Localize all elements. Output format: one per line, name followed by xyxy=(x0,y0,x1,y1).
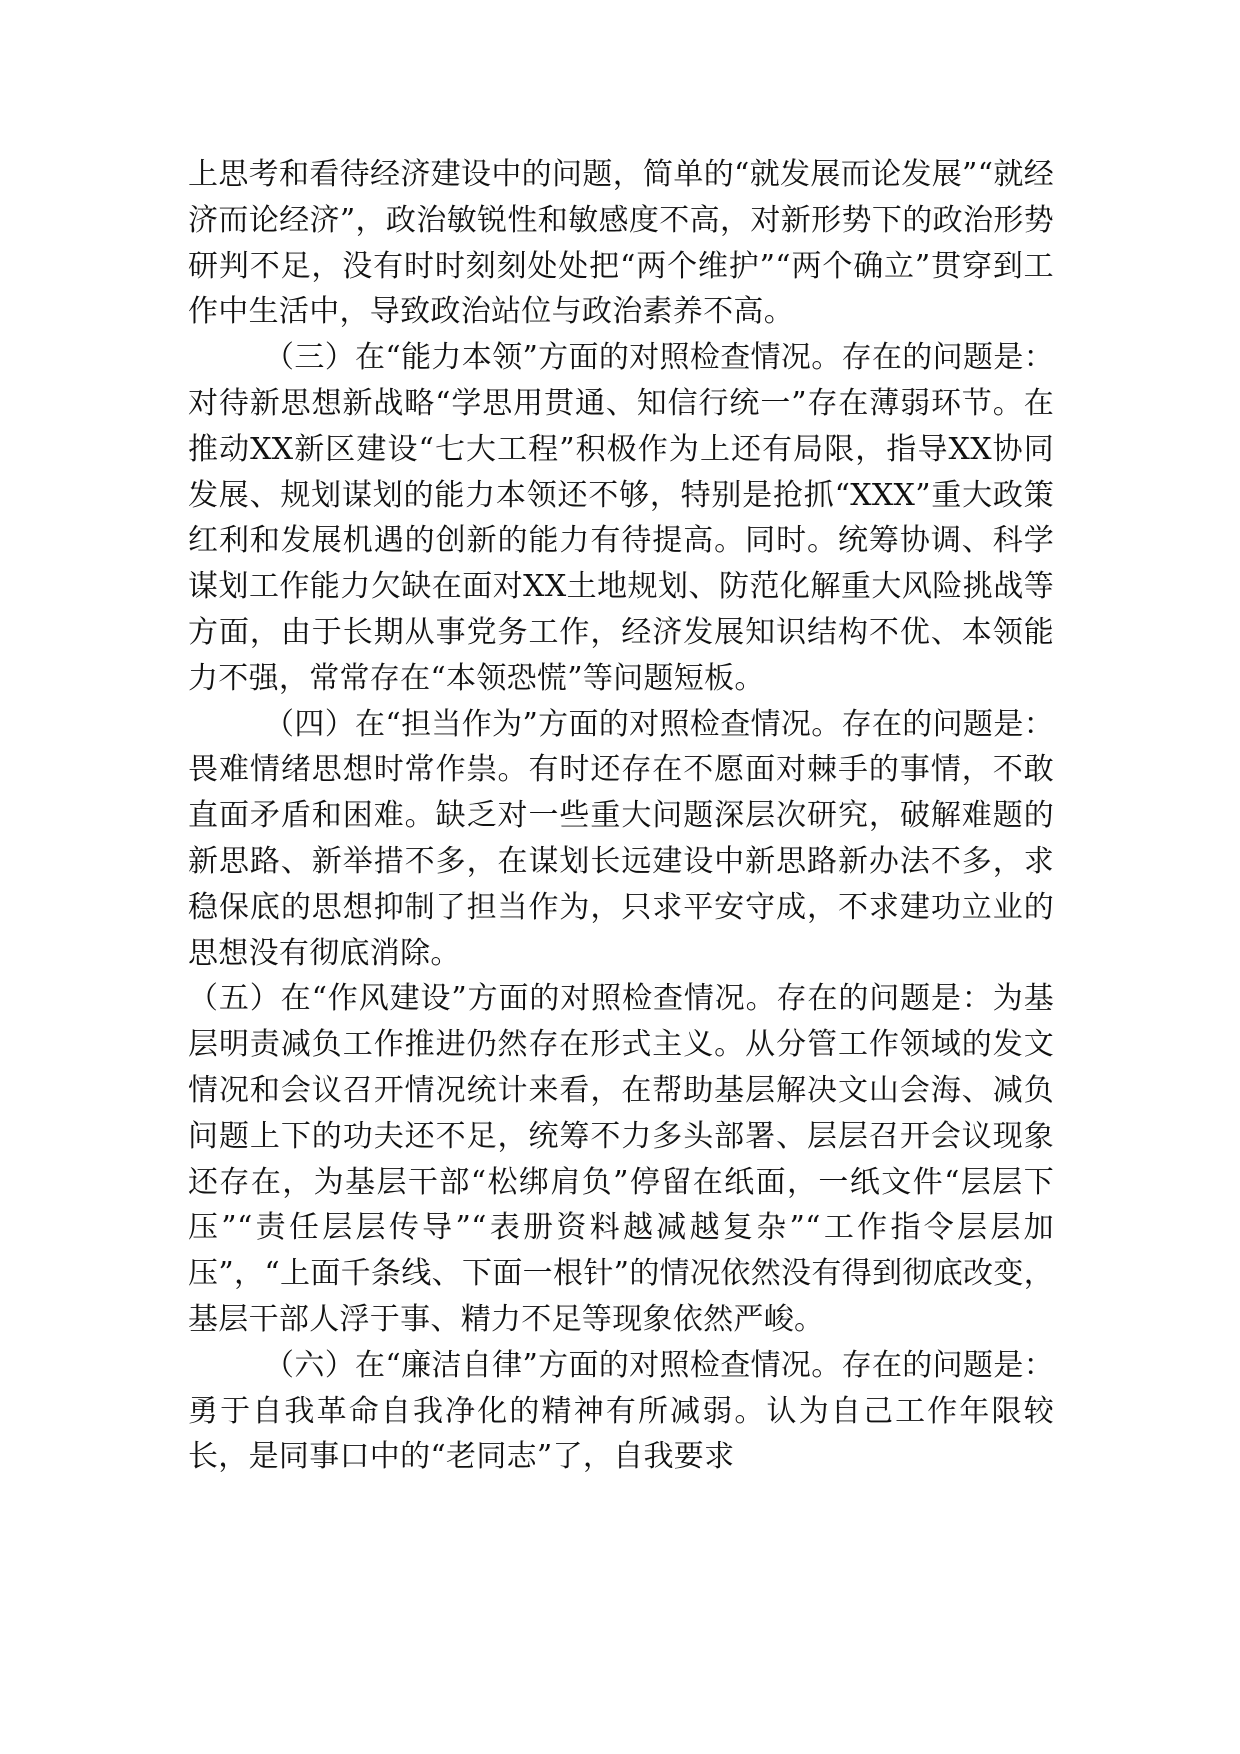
paragraph-section-5-work-style: （五）在“作风建设”方面的对照检查情况。存在的问题是：为基层明责减负工作推进仍然存在形式主义。从分管工作领域的发文情况和会议召开情况统计来看，在帮助基层解决文山会海、减负问题上下的功夫还不足，统筹不力多头部署、层层召开会议现象还存在，为基层干部“松绑肩负”停留在纸面，一纸文件“层层下压”“责任层层传导”“表册资料越减越复杂”“工作指令层层加压”，“上面千条线、下面一根针”的情况依然没有得到彻底改变，基层干部人浮于事、精力不足等现象依然严峻。 xyxy=(188,981,1054,1337)
paragraph-continued-political-stance: 上思考和看待经济建设中的问题，简单的“就发展而论发展”“就经济而论经济”，政治敏锐性和敏感度不高，对新形势下的政治形势研判不足，没有时时刻刻处处把“两个维护”“两个确立”贯穿到工作中生活中，导致政治站位与政治素养不高。 xyxy=(188,157,1054,330)
paragraph-section-6-integrity: （六）在“廉洁自律”方面的对照检查情况。存在的问题是：勇于自我革命自我净化的精神有所减弱。认为自己工作年限较长，是同事口中的“老同志”了，自我要求 xyxy=(188,1347,1054,1475)
document-body xyxy=(188,152,1054,1480)
paragraph-section-3-capability: （三）在“能力本领”方面的对照检查情况。存在的问题是：对待新思想新战略“学思用贯通、知信行统一”存在薄弱环节。在推动XX新区建设“七大工程”积极作为上还有局限，指导XX协同发展、规划谋划的能力本领还不够，特别是抢抓“XXX”重大政策红利和发展机遇的创新的能力有待提高。同时。统筹协调、科学谋划工作能力欠缺在面对XX土地规划、防范化解重大风险挑战等方面，由于长期从事党务工作，经济发展知识结构不优、本领能力不强，常常存在“本领恐慌”等问题短板。 xyxy=(188,340,1054,696)
paragraph-section-4-responsibility: （四）在“担当作为”方面的对照检查情况。存在的问题是：畏难情绪思想时常作祟。有时还存在不愿面对棘手的事情，不敢直面矛盾和困难。缺乏对一些重大问题深层次研究，破解难题的新思路、新举措不多，在谋划长远建设中新思路新办法不多，求稳保底的思想抑制了担当作为，只求平安守成，不求建功立业的思想没有彻底消除。 xyxy=(188,706,1054,971)
